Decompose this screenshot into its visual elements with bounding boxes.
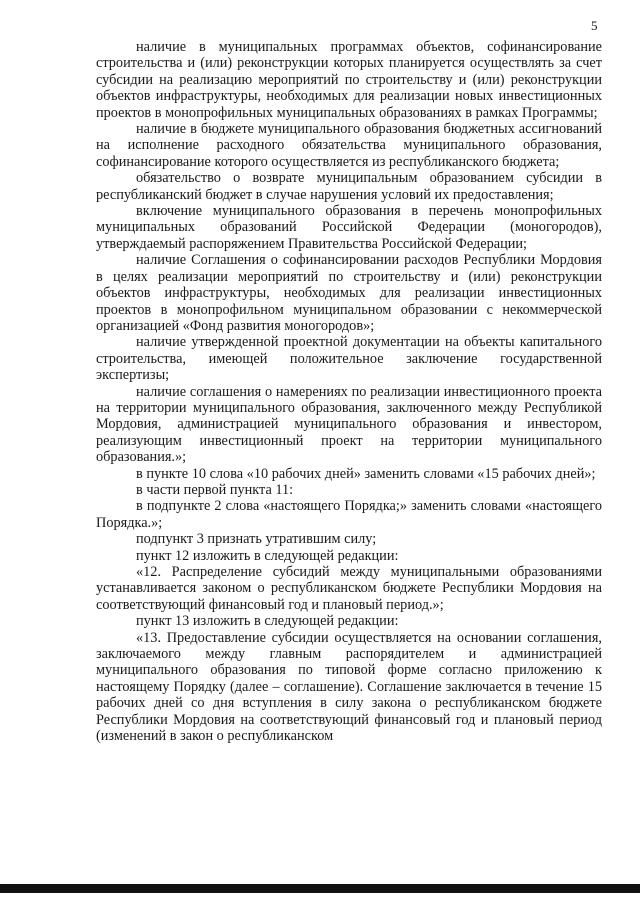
paragraph: обязательство о возврате муниципальным образованием субсидии в республиканский бюджет в случае нарушения условий их предоставления; <box>96 170 602 203</box>
document-body <box>96 39 602 744</box>
paragraph: в пункте 10 слова «10 рабочих дней» заменить словами «15 рабочих дней»; <box>136 465 596 482</box>
paragraph: наличие в бюджете муниципального образования бюджетных ассигнований на исполнение расходного обязательства муниципального образования, софинансирование которого осуществляется из республиканского бюджета; <box>96 121 602 170</box>
paragraph: наличие в муниципальных программах объектов, софинансирование строительства и (или) реконструкции которых планируется осуществлять за счет субсидии на реализацию мероприятий по строительству и (или) реконструкции объектов инфраструктуры, необходимых для реализации новых инвестиционных проектов в монопрофильных муниципальных образованиях в рамках Программы; <box>96 39 602 121</box>
page-number: 5 <box>591 18 598 33</box>
paragraph: наличие утвержденной проектной документации на объекты капитального строительства, имеющей положительное заключение государственной экспертизы; <box>96 334 602 384</box>
paragraph: пункт 12 изложить в следующей редакции: <box>136 547 399 564</box>
paragraph: в части первой пункта 11: <box>136 481 294 498</box>
paragraph: наличие Соглашения о софинансировании расходов Республики Мордовия в целях реализации мероприятий по строительству и (или) реконструкции объектов инфраструктуры, необходимых для реализации инвестиционных проектов в монопрофильном муниципальном образовании с некоммерческой организацией «Фонд развития моногородов»; <box>96 252 602 334</box>
paragraph: включение муниципального образования в перечень монопрофильных муниципальных образований Российской Федерации (моногородов), утверждаемый распоряжением Правительства Российской Федерации; <box>96 203 602 252</box>
paragraph: подпункт 3 признать утратившим силу; <box>136 531 377 548</box>
scan-bottom-border <box>0 884 640 893</box>
paragraph: в подпункте 2 слова «настоящего Порядка;» заменить словами «настоящего Порядка.»; <box>96 498 602 531</box>
paragraph: «12. Распределение субсидий между муниципальными образованиями устанавливается законом о республиканском бюджете Республики Мордовия на соответствующий финансовый год и плановый период.»; <box>96 564 602 613</box>
paragraph: «13. Предоставление субсидии осуществляется на основании соглашения, заключаемого между главным распорядителем и администрацией муниципального образования по типовой форме согласно приложению к настоящему Порядку (далее – соглашение). Соглашение заключается в течение 15 рабочих дней со дня вступления в силу закона о республиканском бюджете Республики Мордовия на соответствующий финансовый год и плановый период (изменений в закон о республиканском <box>96 629 602 745</box>
paragraph: пункт 13 изложить в следующей редакции: <box>136 613 399 630</box>
paragraph: наличие соглашения о намерениях по реализации инвестиционного проекта на территории муниципального образования, заключенного между Республикой Мордовия, администрацией муниципального образования и инвестором, реализующим инвестиционный проект на территории муниципального образования.»; <box>96 383 602 466</box>
